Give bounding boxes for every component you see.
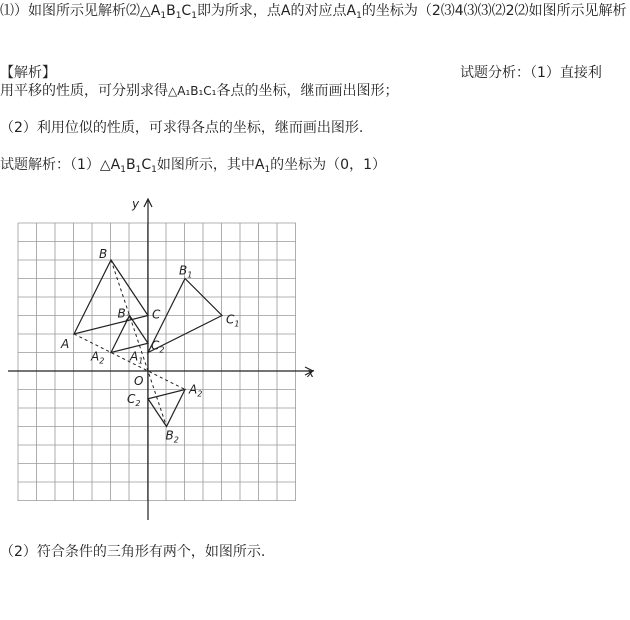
answer-part1: ⑴）如图所示见解析⑵ xyxy=(0,3,140,19)
label-a2-prime: $A_2$ xyxy=(189,382,203,399)
line3-post: 的坐标为（0，1） xyxy=(270,157,386,173)
analysis-line3 xyxy=(0,156,386,179)
line3-pre: 试题解析：（1）△A xyxy=(0,157,121,173)
grid xyxy=(18,223,296,501)
answer-b: B xyxy=(166,3,176,19)
axes xyxy=(8,199,313,520)
line1-triangle: △A₁B₁C₁ xyxy=(168,84,217,98)
line3-c: C xyxy=(141,157,152,173)
line3-sub: 1 xyxy=(151,165,157,175)
line3-b: B xyxy=(126,157,136,173)
answer-tail: 的坐标为（2⑶4⑶⑶⑵2⑵如图所示见解析 xyxy=(361,3,627,19)
coordinate-figure xyxy=(0,190,330,530)
label-b1: $B_1$ xyxy=(179,263,193,280)
analysis-line4: （2）符合条件的三角形有两个，如图所示. xyxy=(0,544,266,560)
label-c: C xyxy=(152,307,161,322)
analysis-heading: 【解析】 xyxy=(0,65,56,81)
answer-triangle: △A xyxy=(140,3,161,19)
label-c2-prime: $C_2$ xyxy=(127,391,141,408)
line3-sub: 1 xyxy=(135,165,142,175)
label-origin: O xyxy=(134,374,144,388)
label-a: A xyxy=(61,337,70,351)
label-b: B xyxy=(99,247,108,261)
label-a2: $A_2$ xyxy=(91,349,105,366)
line1-pre: 用平移的性质，可分别求得 xyxy=(0,83,168,99)
answer-c: C xyxy=(181,3,192,19)
label-c1: $C_1$ xyxy=(226,312,240,329)
line3-sub: 1 xyxy=(264,165,271,175)
label-x-axis: x xyxy=(307,366,315,380)
answer-sub: 1 xyxy=(160,11,167,21)
answer-sub: 1 xyxy=(191,11,197,21)
answer-sub: 1 xyxy=(175,11,182,21)
line1-post: 各点的坐标，继而画出图形； xyxy=(216,83,399,99)
answer-line xyxy=(0,2,627,25)
analysis-intro: 试题分析：（1）直接利 xyxy=(460,65,602,81)
line3-mid: 如图所示，其中A xyxy=(156,157,265,173)
line3-sub: 1 xyxy=(120,165,126,175)
answer-sub: 1 xyxy=(356,11,362,21)
analysis-line1 xyxy=(0,82,398,100)
label-y-axis: y xyxy=(132,197,140,211)
label-c2: $C_2$ xyxy=(151,338,165,355)
analysis-line2: （2）利用位似的性质，可求得各点的坐标，继而画出图形. xyxy=(0,120,364,136)
label-a1: $A_1$ xyxy=(130,349,144,366)
label-b2-prime: $B_2$ xyxy=(165,428,179,445)
answer-mid: 即为所求，点A的对应点A xyxy=(196,3,357,19)
label-b2: $B_2$ xyxy=(117,306,131,323)
